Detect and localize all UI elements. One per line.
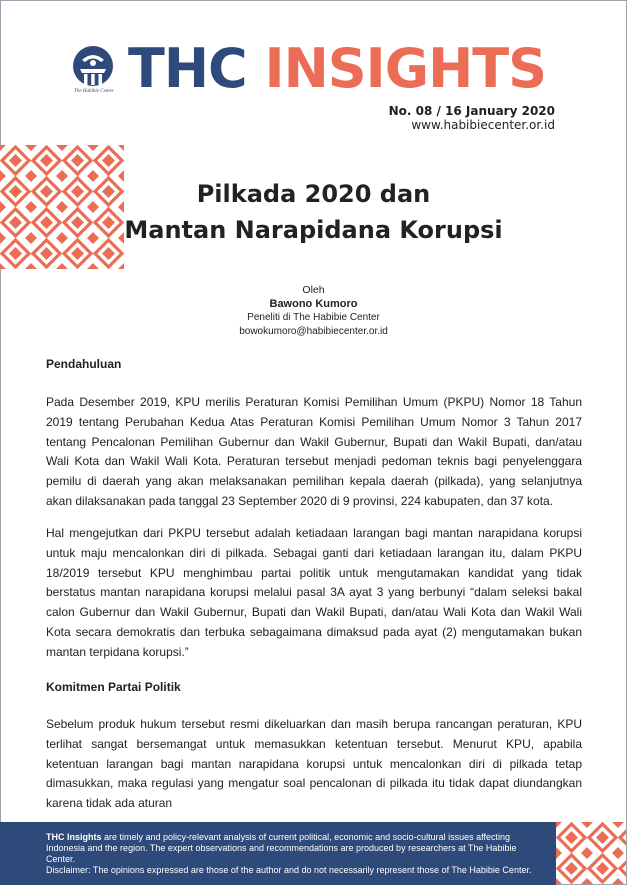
masthead-insights: INSIGHTS — [264, 37, 546, 100]
document-title — [100, 176, 527, 248]
footer-text — [46, 832, 542, 876]
author-name: Bawono Kumoro — [269, 298, 358, 310]
paragraph-1: Pada Desember 2019, KPU merilis Peraturan Komisi Pemilihan Umum (PKPU) Nomor 18 Tahun 2019 tentang Perubahan Kedua Atas Peraturan Komisi Pemilihan Umum Nomor 3 Tahun 2017 tentang Pencalonan Pemilihan Gubernur dan Wakil Gubernur, Bupati dan Wakil Bupati, dan/atau Wali Kota dan Wakil Wali Kota. Peraturan tersebut menjadi pedoman teknis bagi penyelenggara pemilu di daerah yang akan melaksanakan pemilihan kepala daerah (pilkada), yang selanjutnya akan dilaksanakan pada tanggal 23 September 2020 di 9 provinsi, 224 kabupaten, dan 37 kota. — [46, 395, 582, 508]
masthead-thc: THC — [128, 37, 247, 100]
footer-disclaimer: Disclaimer: The opinions expressed are those of the author and do not necessarily represent those of The Habibie Center. — [46, 865, 532, 875]
title-line-2: Mantan Narapidana Korupsi — [124, 216, 503, 244]
section-heading: Pendahuluan — [46, 357, 122, 371]
masthead — [128, 36, 546, 102]
logo-caption: The Habibie Center — [74, 89, 114, 94]
section-heading: Komitmen Partai Politik — [46, 680, 181, 694]
title-line-1: Pilkada 2020 dan — [196, 180, 431, 208]
author-role: Peneliti di The Habibie Center — [247, 312, 380, 323]
footer-brand: THC Insights — [46, 832, 102, 842]
byline — [160, 283, 467, 339]
geometric-pattern-footer-icon — [556, 822, 626, 884]
section-pendahuluan — [46, 355, 582, 375]
paragraph-2: Hal mengejutkan dari PKPU tersebut adalah ketiadaan larangan bagi mantan narapidana korupsi untuk maju mencalonkan diri di pilkada. Sebagai ganti dari ketiadaan larangan itu, dalam PKPU 18/2019 tersebut KPU menghimbau partai politik untuk mengutamakan kandidat yang tidak berstatus mantan narapidana korupsi melalui pasal 3A ayat 3 yang berbunyi “dalam seleksi bakal calon Gubernur dan Wakil Gubernur, Bupati dan Wakil Bupati, dan/atau Wali Kota dan Wakil Wali Kota secara demokratis dan terbuka sebagaimana dimaksud pada ayat (2) mengutamakan bukan mantan terpidana korupsi.” — [46, 526, 582, 659]
author-email[interactable]: bowokumoro@habibiecenter.or.id — [239, 326, 388, 337]
footer-bar — [0, 822, 556, 885]
section-komitmen — [46, 678, 582, 698]
issue-info — [389, 104, 555, 132]
byline-by: Oleh — [302, 284, 325, 296]
footer-description: are timely and policy-relevant analysis of current political, economic and socio-cultural issues affecting Indonesia and the region. The expert observations and recommendations are produced by researchers at The Habibie Center. — [46, 832, 517, 864]
habibie-center-logo-icon — [68, 44, 118, 104]
paragraph-3: Sebelum produk hukum tersebut resmi dikeluarkan dan masih berupa rancangan peraturan, KPU terlihat sangat bersemangat untuk memasukkan ketentuan tersebut. Menurut KPU, apabila ketentuan larangan bagi mantan narapidana korupsi untuk mencalonkan diri di pilkada tetap dimasukkan, maka regulasi yang mengatur soal pencalonan di pilkada itu tidak dapat diundangkan karena tidak ada aturan — [46, 717, 582, 811]
issue-number: No. 08 / 16 January 2020 — [388, 104, 555, 118]
website-link[interactable]: www.habibiecenter.or.id — [411, 118, 555, 132]
